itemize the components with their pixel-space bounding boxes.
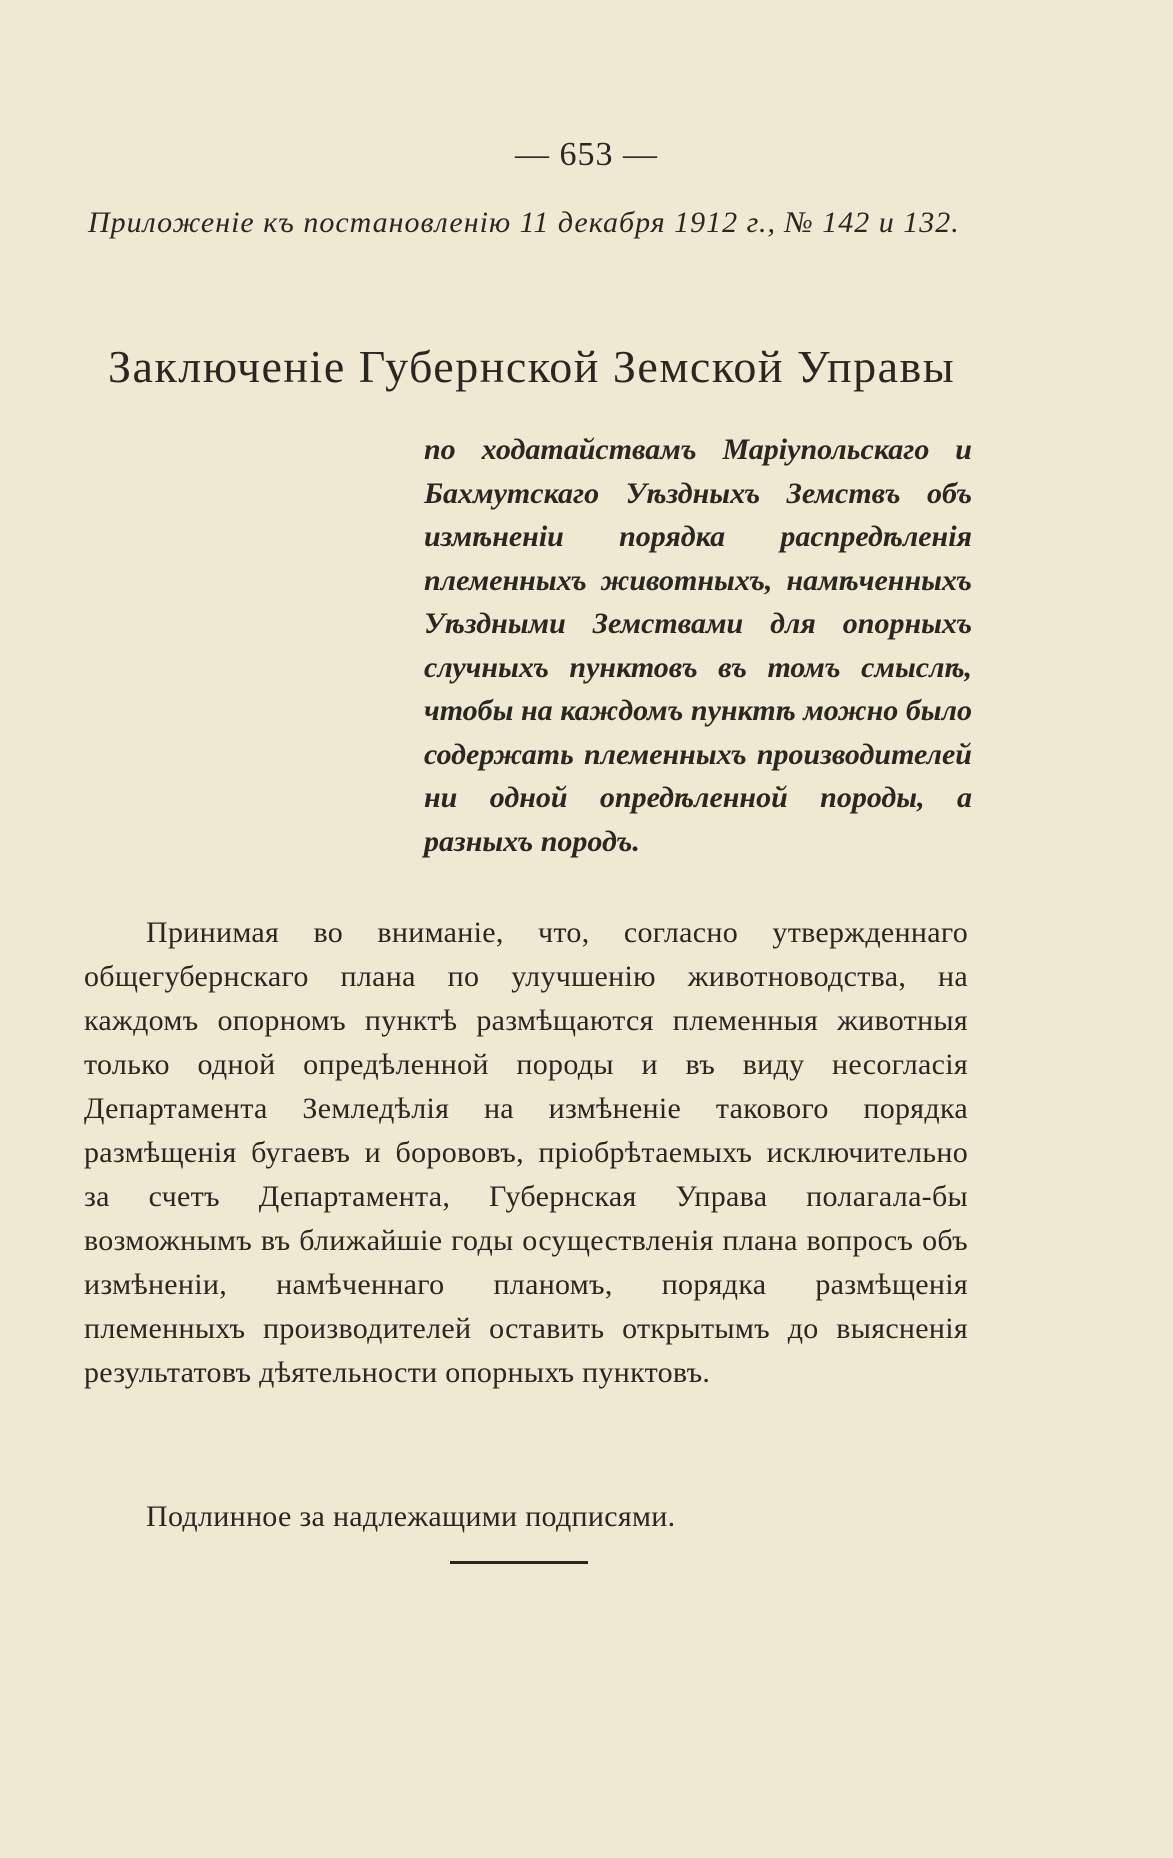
body-paragraph: Принимая во вниманіе, что, согласно утвержденнаго общегубернскаго плана по улучшенію животноводства, на каждомъ опорномъ пунктѣ размѣщаются племенныя животныя только одной опредѣленной породы и въ виду несогласія Департамента Земледѣлія на измѣненіе такового порядка размѣщенія бугаевъ и борововъ, пріобрѣтаемыхъ исключительно за счетъ Департамента, Губернская Управа полагала-бы возможнымъ въ ближайшіе годы осуществленія плана вопросъ объ измѣненіи, намѣченнаго планомъ, порядка размѣщенія племенныхъ производителей оставить открытымъ до выясненія результатовъ дѣятельности опорныхъ пунктовъ.: [84, 916, 968, 1389]
document-subtitle: по ходатайствамъ Маріупольскаго и Бахмутскаго Уѣздныхъ Земствъ объ измѣненіи порядка распредѣленія племенныхъ животныхъ, намѣченныхъ Уѣздными Земствами для опорныхъ случныхъ пунктовъ въ томъ смыслѣ, чтобы на каждомъ пунктѣ можно было содержать племенныхъ производителей ни одной опредѣленной породы, а разныхъ породъ.: [424, 433, 972, 858]
document-title: Заключеніе Губернской Земской Управы: [108, 341, 956, 392]
signature-note: Подлинное за надлежащими подписями.: [146, 1500, 676, 1533]
appendix-note: Приложеніе къ постановленію 11 декабря 1912 г., № 142 и 132.: [88, 206, 960, 239]
end-rule: [450, 1561, 588, 1564]
page-number: — 653 —: [515, 136, 658, 173]
